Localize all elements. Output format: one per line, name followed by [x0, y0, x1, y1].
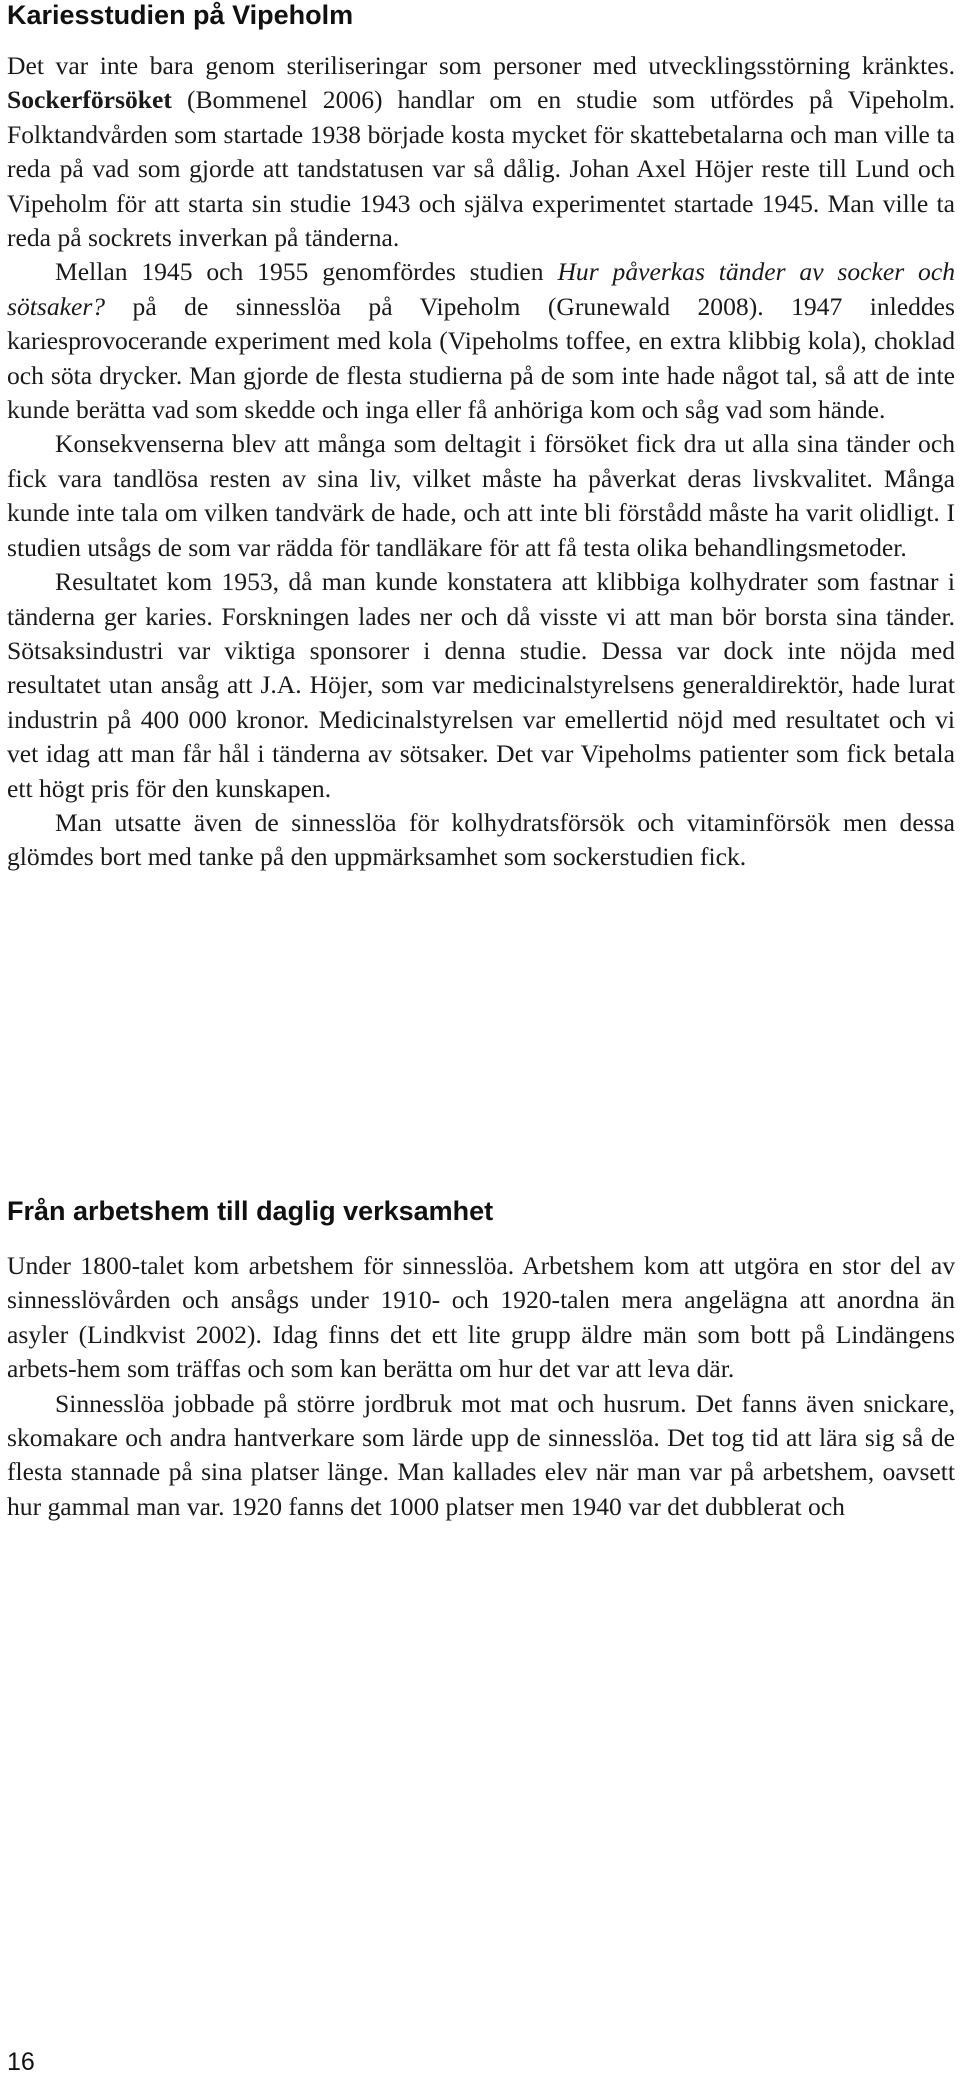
- paragraph-text: (Bommenel 2006) handlar om en studie som utfördes på Vipeholm. Folktandvården som startade 1938 började kosta mycket för skattebetalarna och man ville ta reda på vad som gjorde att tandstatusen var så dålig. Johan Axel Höjer reste till Lund och Vipeholm för att starta sin studie 1943 och själva experimentet startade 1945. Man ville ta reda på sockrets inverkan på tänderna.: [7, 85, 955, 253]
- section-body-kariesstudien: [7, 49, 955, 875]
- paragraph: Konsekvenserna blev att många som deltagit i försöket fick dra ut alla sina tänder och fick vara tandlösa resten av sina liv, vilket måste ha påverkat deras livskvalitet. Många kunde inte tala om vilken tandvärk de hade, och att inte bli förstådd måste ha varit olidligt. I studien utsågs de som var rädda för tandläkare för att få testa olika behandlingsmetoder.: [7, 429, 955, 562]
- study-title: Hur påverkas tänder av socker och sötsaker?: [7, 257, 956, 321]
- paragraph-text: Det var inte bara genom steriliseringar som personer med utvecklingsstörning kränktes.: [7, 51, 955, 80]
- paragraph-text: på de sinnesslöa på Vipeholm (Grunewald 2008). 1947 inleddes kariesprovocerande experiment med kola (Vipeholms toffee, en extra klibbig kola), choklad och söta drycker. Man gjorde de flesta studierna på de som inte hade något tal, så att de inte kunde berätta vad som skedde och inga eller få anhöriga kom och såg vad som hände.: [7, 291, 955, 425]
- paragraph: Under 1800-talet kom arbetshem för sinnesslöa. Arbetshem kom att utgöra en stor del av sinnesslövården och ansågs under 1910- och 1920-talen mera angelägna att anordna än asyler (Lindkvist 2002). Idag finns det ett lite grupp äldre män som bott på Lindängens arbets-hem som träffas och som kan berätta om hur det var att leva där.: [7, 1251, 955, 1384]
- paragraph: Man utsatte även de sinnesslöa för kolhydratsförsök och vitaminförsök men dessa glömdes bort med tanke på den uppmärksamhet som sockerstudien fick.: [7, 807, 955, 872]
- paragraph: [7, 49, 955, 255]
- paragraph: [7, 255, 955, 427]
- paragraph-text: Mellan 1945 och 1955 genomfördes studien: [55, 257, 558, 287]
- paragraph: Resultatet kom 1953, då man kunde konstatera att klibbiga kolhydrater som fastnar i tänderna ger karies. Forskningen lades ner och då visste vi att man bör borsta sina tänder. Sötsaksindustri var viktiga sponsorer i denna studie. Dessa var dock inte nöjda med resultatet utan ansåg att J.A. Höjer, som var medicinalstyrelsens generaldirektör, hade lurat industrin på 400 000 kronor. Medicinalstyrelsen var emellertid nöjd med resultatet och vi vet idag att man får hål i tänderna av sötsaker. Det var Vipeholms patienter som fick betala ett högt pris för den kunskapen.: [7, 567, 955, 803]
- page-number: 16: [7, 2048, 35, 2076]
- term-sockerforsoket: Sockerförsöket: [7, 85, 172, 115]
- section-body-arbetshem: [7, 1249, 955, 1524]
- section-heading-arbetshem: Från arbetshem till daglig verksamhet: [7, 1196, 494, 1226]
- paragraph: Sinnesslöa jobbade på större jordbruk mot mat och husrum. Det fanns även snickare, skomakare och andra hantverkare som lärde upp de sinnesslöa. Det tog tid att lära sig så de flesta stannade på sina platser länge. Man kallades elev när man var på arbetshem, oavsett hur gammal man var. 1920 fanns det 1000 platser men 1940 var det dubblerat och: [7, 1388, 955, 1521]
- section-heading-kariesstudien: Kariesstudien på Vipeholm: [7, 0, 354, 30]
